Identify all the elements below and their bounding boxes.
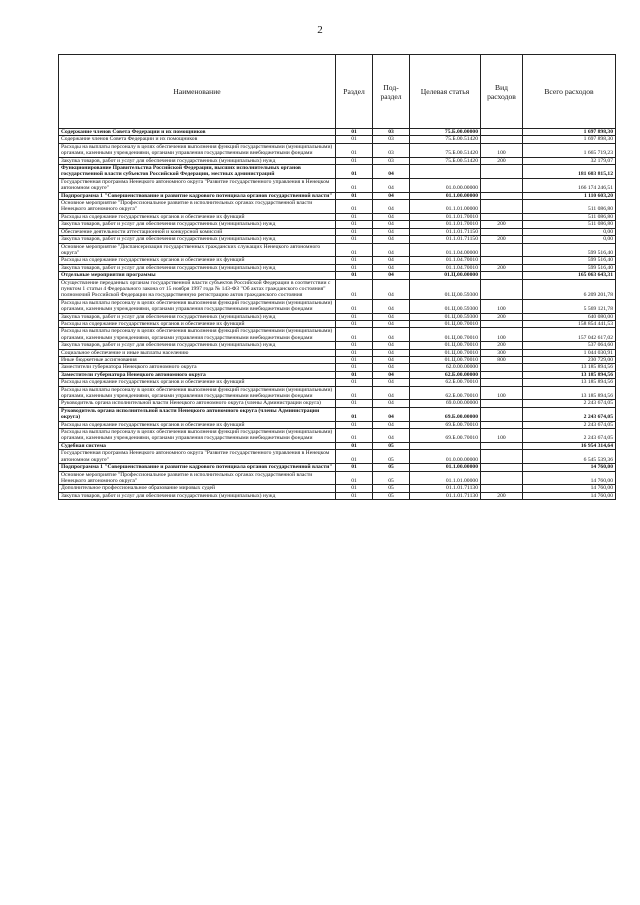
row-total: 157 042 617,02 xyxy=(523,328,616,342)
row-total: 1 697 898,30 xyxy=(523,136,616,143)
row-total: 2 243 674,05 xyxy=(523,429,616,443)
row-total: 511 086,80 xyxy=(523,213,616,220)
row-total: 599 516,40 xyxy=(523,243,616,257)
row-target-article: 01.Ц.00.59300 xyxy=(410,299,481,313)
row-name: Закупка товаров, работ и услуг для обеспечения государственных (муниципальных) нужд xyxy=(59,264,336,271)
row-total: 158 854 441,53 xyxy=(523,320,616,327)
row-subsection: 04 xyxy=(373,328,410,342)
row-expense-type xyxy=(481,192,523,199)
row-total: 14 760,00 xyxy=(523,471,616,485)
row-expense-type xyxy=(481,379,523,386)
row-section: 01 xyxy=(336,143,373,157)
row-total: 6 209 201,78 xyxy=(523,279,616,299)
row-name: Расходы на выплаты персоналу в целях обеспечения выполнения функций государственными (муниципальными) органами, казенными учреждениями, органами управления государственными внебюджетными фондами xyxy=(59,328,336,342)
row-name: Обеспечение деятельности аттестационной и конкурсной комиссий xyxy=(59,228,336,235)
row-expense-type: 100 xyxy=(481,429,523,443)
row-name: Руководитель органа исполнительной власти Ненецкого автономного округа (члены Администрации округа) xyxy=(59,407,336,421)
row-total: 537 064,60 xyxy=(523,342,616,349)
row-section: 01 xyxy=(336,492,373,499)
row-expense-type xyxy=(481,371,523,378)
row-subsection: 04 xyxy=(373,421,410,428)
row-expense-type: 200 xyxy=(481,264,523,271)
row-total: 16 954 314,64 xyxy=(523,442,616,449)
row-name: Закупка товаров, работ и услуг для обеспечения государственных (муниципальных) нужд xyxy=(59,236,336,243)
row-subsection: 04 xyxy=(373,379,410,386)
row-expense-type xyxy=(481,228,523,235)
row-target-article: 01.1.04.70010 xyxy=(410,264,481,271)
row-subsection: 04 xyxy=(373,221,410,228)
row-total: 181 603 815,12 xyxy=(523,165,616,179)
row-total: 13 185 894,56 xyxy=(523,364,616,371)
row-expense-type: 100 xyxy=(481,143,523,157)
row-name: Закупка товаров, работ и услуг для обеспечения государственных (муниципальных) нужд xyxy=(59,313,336,320)
row-expense-type xyxy=(481,213,523,220)
row-name: Содержание членов Совета Федерации и их помощников xyxy=(59,129,336,136)
row-total: 13 185 894,56 xyxy=(523,371,616,378)
row-expense-type xyxy=(481,464,523,471)
row-total: 166 174 246,51 xyxy=(523,178,616,192)
row-name: Дополнительное профессиональное образование мировых судей xyxy=(59,485,336,492)
row-total: 2 243 674,05 xyxy=(523,400,616,407)
row-expense-type xyxy=(481,272,523,279)
row-subsection: 04 xyxy=(373,279,410,299)
row-total: 13 185 894,56 xyxy=(523,379,616,386)
row-expense-type: 300 xyxy=(481,349,523,356)
row-subsection: 03 xyxy=(373,129,410,136)
row-name: Основное мероприятие "Диспансеризация государственных гражданских служащих Ненецкого автономного округа" xyxy=(59,243,336,257)
row-total: 1 697 898,30 xyxy=(523,129,616,136)
row-target-article: 01.1.01.71150 xyxy=(410,236,481,243)
row-name: Руководитель органа исполнительной власти Ненецкого автономного округа (члены Администрации округа) xyxy=(59,400,336,407)
row-expense-type xyxy=(481,136,523,143)
row-expense-type xyxy=(481,178,523,192)
table-row xyxy=(59,464,616,471)
row-subsection: 03 xyxy=(373,136,410,143)
row-subsection: 05 xyxy=(373,485,410,492)
row-total: 640 080,00 xyxy=(523,313,616,320)
row-subsection: 04 xyxy=(373,349,410,356)
row-total: 14 760,00 xyxy=(523,492,616,499)
row-expense-type xyxy=(481,320,523,327)
row-subsection: 05 xyxy=(373,464,410,471)
row-name: Расходы на содержание государственных органов и обеспечение их функций xyxy=(59,421,336,428)
table-row xyxy=(59,379,616,386)
row-target-article: 01.Ц.00.59300 xyxy=(410,313,481,320)
table-row xyxy=(59,485,616,492)
table-header-row xyxy=(59,55,616,129)
row-target-article: 75.Б.00.00000 xyxy=(410,129,481,136)
row-target-article: 01.1.01.71130 xyxy=(410,492,481,499)
row-name: Содержание членов Совета Федерации и их помощников xyxy=(59,136,336,143)
row-subsection: 04 xyxy=(373,364,410,371)
row-total: 599 516,40 xyxy=(523,257,616,264)
row-section: 01 xyxy=(336,371,373,378)
row-name: Государственная программа Ненецкого автономного округа "Развитие государственного управления в Ненецком автономном округе" xyxy=(59,450,336,464)
row-total: 511 086,80 xyxy=(523,221,616,228)
row-target-article: 01.1.01.71150 xyxy=(410,228,481,235)
row-target-article: 01.Ц.00.59300 xyxy=(410,279,481,299)
row-target-article: 01.Ц.00.00000 xyxy=(410,272,481,279)
row-expense-type xyxy=(481,165,523,179)
row-expense-type: 800 xyxy=(481,357,523,364)
row-expense-type: 200 xyxy=(481,221,523,228)
row-subsection: 04 xyxy=(373,299,410,313)
row-total: 1 044 030,91 xyxy=(523,349,616,356)
row-total: 6 545 539,36 xyxy=(523,450,616,464)
row-name: Функционирование Правительства Российской Федерации, высших исполнительных органов государственной власти субъектов Российской Федерации, местных администраций xyxy=(59,165,336,179)
table-row xyxy=(59,264,616,271)
row-target-article: 01.Ц.00.70010 xyxy=(410,342,481,349)
row-expense-type: 200 xyxy=(481,236,523,243)
row-section: 01 xyxy=(336,386,373,400)
table-row xyxy=(59,371,616,378)
row-subsection: 04 xyxy=(373,236,410,243)
row-target-article: 01.1.04.70010 xyxy=(410,257,481,264)
row-target-article: 62.Б.00.70010 xyxy=(410,386,481,400)
row-subsection: 05 xyxy=(373,450,410,464)
row-section: 01 xyxy=(336,464,373,471)
row-total: 1 110 603,20 xyxy=(523,192,616,199)
row-section: 01 xyxy=(336,257,373,264)
page-number: 2 xyxy=(317,24,323,36)
row-section: 01 xyxy=(336,192,373,199)
row-expense-type xyxy=(481,279,523,299)
row-section: 01 xyxy=(336,429,373,443)
row-name: Расходы на содержание государственных органов и обеспечение их функций xyxy=(59,379,336,386)
row-target-article: 75.Б.00.51420 xyxy=(410,136,481,143)
row-total: 599 516,40 xyxy=(523,264,616,271)
row-target-article: 69.Б.00.70010 xyxy=(410,421,481,428)
row-section: 01 xyxy=(336,379,373,386)
row-name: Основное мероприятие "Профессиональное развитие в исполнительных органах государственной власти Ненецкого автономного округа" xyxy=(59,200,336,214)
table-row xyxy=(59,313,616,320)
row-name: Социальное обеспечение и иные выплаты населению xyxy=(59,349,336,356)
table-row xyxy=(59,129,616,136)
budget-table xyxy=(58,54,616,500)
table-row xyxy=(59,228,616,235)
row-target-article: 01.1.01.70010 xyxy=(410,221,481,228)
row-subsection: 03 xyxy=(373,157,410,164)
row-expense-type xyxy=(481,257,523,264)
row-target-article: 01.1.01.71130 xyxy=(410,485,481,492)
row-total: 13 185 894,56 xyxy=(523,386,616,400)
row-subsection: 04 xyxy=(373,272,410,279)
row-subsection: 04 xyxy=(373,400,410,407)
table-row xyxy=(59,200,616,214)
row-target-article xyxy=(410,165,481,179)
row-target-article: 01.1.00.00000 xyxy=(410,192,481,199)
table-row xyxy=(59,136,616,143)
row-subsection: 04 xyxy=(373,371,410,378)
row-expense-type: 100 xyxy=(481,328,523,342)
row-name: Подпрограмма 1 "Совершенствование и развитие кадрового потенциала органов государственной власти" xyxy=(59,464,336,471)
row-target-article: 01.Ц.00.70010 xyxy=(410,357,481,364)
header-name: Наименование xyxy=(59,55,336,129)
header-subsection: Под- раздел xyxy=(373,55,410,129)
table-row xyxy=(59,407,616,421)
table-row xyxy=(59,400,616,407)
row-section: 01 xyxy=(336,313,373,320)
row-section: 01 xyxy=(336,279,373,299)
row-expense-type xyxy=(481,200,523,214)
row-section: 01 xyxy=(336,272,373,279)
row-subsection: 04 xyxy=(373,200,410,214)
row-expense-type: 200 xyxy=(481,157,523,164)
row-subsection: 05 xyxy=(373,492,410,499)
row-name: Закупка товаров, работ и услуг для обеспечения государственных (муниципальных) нужд xyxy=(59,342,336,349)
table-row xyxy=(59,349,616,356)
row-section: 01 xyxy=(336,136,373,143)
table-row xyxy=(59,257,616,264)
row-section: 01 xyxy=(336,421,373,428)
row-expense-type: 200 xyxy=(481,313,523,320)
row-section: 01 xyxy=(336,349,373,356)
row-target-article: 01.Ц.00.70010 xyxy=(410,328,481,342)
row-section: 01 xyxy=(336,485,373,492)
table-row xyxy=(59,143,616,157)
row-section: 01 xyxy=(336,264,373,271)
row-section: 01 xyxy=(336,243,373,257)
header-target-article: Целевая статья xyxy=(410,55,481,129)
table-row xyxy=(59,342,616,349)
table-row xyxy=(59,243,616,257)
table-row xyxy=(59,299,616,313)
row-expense-type xyxy=(481,485,523,492)
table-row xyxy=(59,178,616,192)
header-expense-type: Вид расходов xyxy=(481,55,523,129)
row-expense-type: 200 xyxy=(481,342,523,349)
table-row xyxy=(59,386,616,400)
row-section: 01 xyxy=(336,320,373,327)
row-section: 01 xyxy=(336,165,373,179)
row-section: 01 xyxy=(336,400,373,407)
row-section: 01 xyxy=(336,228,373,235)
row-section: 01 xyxy=(336,357,373,364)
row-expense-type: 100 xyxy=(481,386,523,400)
row-section: 01 xyxy=(336,129,373,136)
row-subsection: 04 xyxy=(373,264,410,271)
row-section: 01 xyxy=(336,221,373,228)
table-row xyxy=(59,328,616,342)
row-total: 2 243 674,05 xyxy=(523,421,616,428)
row-subsection: 05 xyxy=(373,471,410,485)
row-subsection: 04 xyxy=(373,320,410,327)
table-row xyxy=(59,450,616,464)
row-name: Иные бюджетные ассигнования xyxy=(59,357,336,364)
row-subsection: 04 xyxy=(373,386,410,400)
row-section: 01 xyxy=(336,442,373,449)
row-subsection: 04 xyxy=(373,429,410,443)
row-subsection: 03 xyxy=(373,143,410,157)
row-expense-type: 100 xyxy=(481,299,523,313)
row-expense-type xyxy=(481,421,523,428)
row-total: 165 063 643,31 xyxy=(523,272,616,279)
row-section: 01 xyxy=(336,236,373,243)
table-row xyxy=(59,221,616,228)
row-target-article: 62.0.00.00000 xyxy=(410,364,481,371)
row-section: 01 xyxy=(336,364,373,371)
row-name: Закупка товаров, работ и услуг для обеспечения государственных (муниципальных) нужд xyxy=(59,492,336,499)
row-subsection: 04 xyxy=(373,342,410,349)
row-target-article xyxy=(410,442,481,449)
row-total: 5 569 121,78 xyxy=(523,299,616,313)
row-target-article: 62.Б.00.00000 xyxy=(410,371,481,378)
row-total: 32 179,07 xyxy=(523,157,616,164)
row-total: 230 729,00 xyxy=(523,357,616,364)
row-section: 01 xyxy=(336,213,373,220)
row-total: 1 665 719,23 xyxy=(523,143,616,157)
row-name: Расходы на содержание государственных органов и обеспечение их функций xyxy=(59,320,336,327)
header-total-expenses: Всего расходов xyxy=(523,55,616,129)
row-name: Расходы на выплаты персоналу в целях обеспечения выполнения функций государственными (муниципальными) органами, казенными учреждениями, органами управления государственными внебюджетными фондами xyxy=(59,429,336,443)
row-total: 0,00 xyxy=(523,236,616,243)
row-target-article: 01.1.01.70010 xyxy=(410,213,481,220)
row-target-article: 69.Б.00.70010 xyxy=(410,429,481,443)
row-subsection: 04 xyxy=(373,165,410,179)
row-target-article: 01.1.01.00000 xyxy=(410,471,481,485)
row-target-article: 01.Ц.00.70010 xyxy=(410,349,481,356)
table-row xyxy=(59,272,616,279)
row-total: 14 760,00 xyxy=(523,464,616,471)
row-target-article: 01.0.00.00000 xyxy=(410,178,481,192)
row-subsection: 04 xyxy=(373,257,410,264)
row-expense-type xyxy=(481,400,523,407)
row-section: 01 xyxy=(336,450,373,464)
row-target-article: 01.1.00.00000 xyxy=(410,464,481,471)
row-target-article: 69.0.00.00000 xyxy=(410,400,481,407)
row-total: 14 760,00 xyxy=(523,485,616,492)
row-subsection: 04 xyxy=(373,407,410,421)
row-name: Закупка товаров, работ и услуг для обеспечения государственных (муниципальных) нужд xyxy=(59,157,336,164)
row-name: Государственная программа Ненецкого автономного округа "Развитие государственного управления в Ненецком автономном округе" xyxy=(59,178,336,192)
row-section: 01 xyxy=(336,178,373,192)
row-expense-type xyxy=(481,364,523,371)
table-row xyxy=(59,165,616,179)
row-target-article: 01.Ц.00.70010 xyxy=(410,320,481,327)
row-section: 01 xyxy=(336,471,373,485)
table-row xyxy=(59,442,616,449)
table-row xyxy=(59,157,616,164)
row-subsection: 04 xyxy=(373,313,410,320)
table-row xyxy=(59,421,616,428)
table-row xyxy=(59,213,616,220)
row-section: 01 xyxy=(336,342,373,349)
row-expense-type xyxy=(481,129,523,136)
row-subsection: 04 xyxy=(373,357,410,364)
row-section: 01 xyxy=(336,407,373,421)
row-section: 01 xyxy=(336,328,373,342)
row-name: Заместители губернатора Ненецкого автономного округа xyxy=(59,364,336,371)
row-target-article: 69.Б.00.00000 xyxy=(410,407,481,421)
row-target-article: 01.1.01.00000 xyxy=(410,200,481,214)
row-subsection: 04 xyxy=(373,243,410,257)
table-row xyxy=(59,236,616,243)
row-expense-type xyxy=(481,450,523,464)
row-section: 01 xyxy=(336,157,373,164)
table-row xyxy=(59,364,616,371)
row-name: Заместители губернатора Ненецкого автономного округа xyxy=(59,371,336,378)
row-name: Отдельные мероприятия программы xyxy=(59,272,336,279)
row-name: Подпрограмма 1 "Совершенствование и развитие кадрового потенциала органов государственной власти" xyxy=(59,192,336,199)
row-name: Расходы на содержание государственных органов и обеспечение их функций xyxy=(59,213,336,220)
row-name: Закупка товаров, работ и услуг для обеспечения государственных (муниципальных) нужд xyxy=(59,221,336,228)
row-expense-type xyxy=(481,243,523,257)
row-subsection: 04 xyxy=(373,213,410,220)
row-name: Расходы на выплаты персоналу в целях обеспечения выполнения функций государственными (муниципальными) органами, казенными учреждениями, органами управления государственными внебюджетными фондами xyxy=(59,299,336,313)
table-row xyxy=(59,471,616,485)
row-subsection: 04 xyxy=(373,228,410,235)
header-section: Раздел xyxy=(336,55,373,129)
row-name: Основное мероприятие "Профессиональное развитие в исполнительных органах государственной власти Ненецкого автономного округа" xyxy=(59,471,336,485)
row-total: 511 086,80 xyxy=(523,200,616,214)
row-target-article: 75.Б.00.51420 xyxy=(410,143,481,157)
table-row xyxy=(59,192,616,199)
row-name: Расходы на выплаты персоналу в целях обеспечения выполнения функций государственными (муниципальными) органами, казенными учреждениями, органами управления государственными внебюджетными фондами xyxy=(59,386,336,400)
row-target-article: 62.Б.00.70010 xyxy=(410,379,481,386)
row-total: 0,00 xyxy=(523,228,616,235)
row-target-article: 75.Б.00.51420 xyxy=(410,157,481,164)
table-row xyxy=(59,357,616,364)
row-name: Осуществление переданных органам государственной власти субъектов Российской Федерации в соответствии с пунктом 1 статьи 4 Федерального закона от 15 ноября 1997 года № 143-ФЗ "Об актах гражданского состояния" полномочий Российской Федерации на государственную регистрацию актов гражданского состояния xyxy=(59,279,336,299)
row-expense-type xyxy=(481,471,523,485)
row-name: Судебная система xyxy=(59,442,336,449)
row-total: 2 243 674,05 xyxy=(523,407,616,421)
row-target-article: 01.1.04.00000 xyxy=(410,243,481,257)
row-section: 01 xyxy=(336,299,373,313)
table-row xyxy=(59,492,616,499)
row-subsection: 04 xyxy=(373,192,410,199)
table-row xyxy=(59,320,616,327)
row-expense-type xyxy=(481,407,523,421)
row-section: 01 xyxy=(336,200,373,214)
row-subsection: 04 xyxy=(373,178,410,192)
row-name: Расходы на содержание государственных органов и обеспечение их функций xyxy=(59,257,336,264)
row-target-article: 01.0.00.00000 xyxy=(410,450,481,464)
row-expense-type: 200 xyxy=(481,492,523,499)
row-name: Расходы на выплаты персоналу в целях обеспечения выполнения функций государственными (муниципальными) органами, казенными учреждениями, органами управления государственными внебюджетными фондами xyxy=(59,143,336,157)
row-expense-type xyxy=(481,442,523,449)
table-row xyxy=(59,429,616,443)
table-row xyxy=(59,279,616,299)
row-subsection: 05 xyxy=(373,442,410,449)
